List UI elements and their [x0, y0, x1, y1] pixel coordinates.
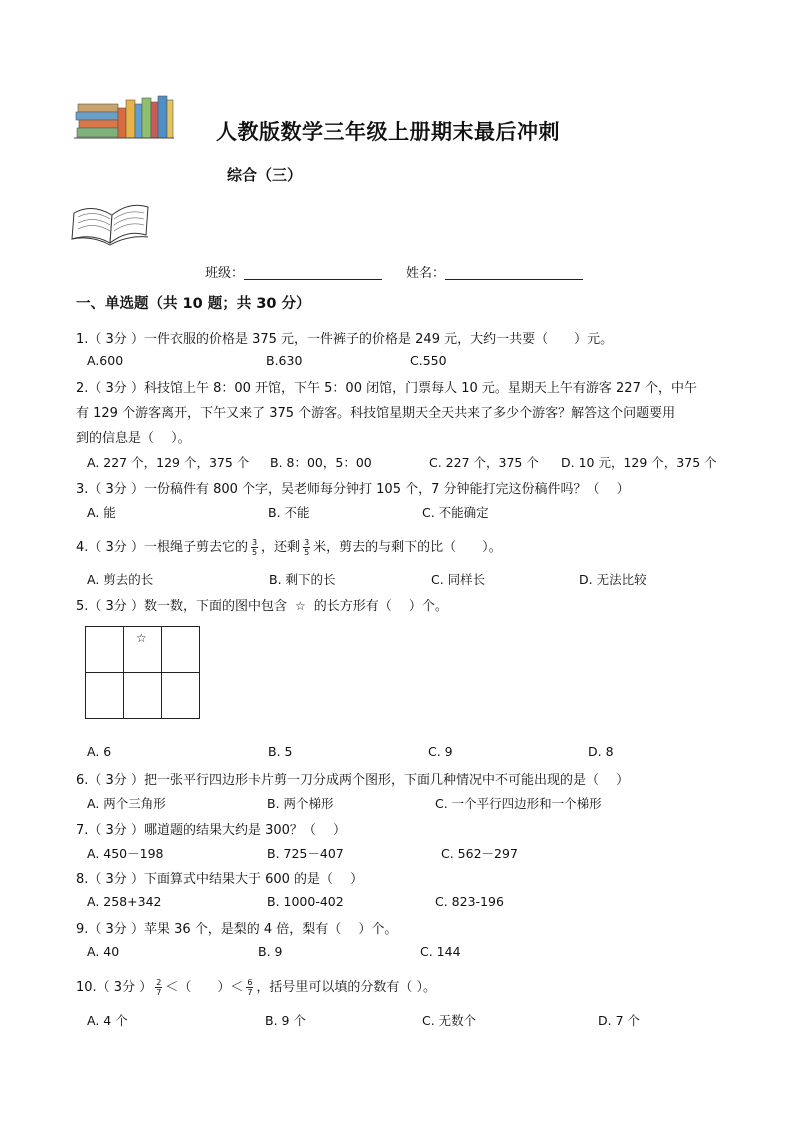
section-heading: 一、单选题（共 10 题；共 30 分）	[76, 296, 311, 312]
q4-fraction-1	[251, 538, 258, 557]
q10-option-d[interactable]: D. 7 个	[598, 1013, 640, 1028]
q2-option-b[interactable]: B. 8：00，5：00	[270, 455, 372, 470]
name-label: 姓名：	[406, 266, 446, 281]
question-2-line1: 2.（ 3分 ）科技馆上午 8：00 开馆，下午 5：00 闭馆，门票每人 10 元。星期天上午有游客 227 个，中午	[76, 381, 697, 396]
q1-option-c[interactable]: C.550	[410, 353, 447, 368]
q5-stem-b: 的长方形有（ ）个。	[313, 599, 448, 614]
question-4	[76, 536, 502, 557]
q2-option-d[interactable]: D. 10 元，129 个，375 个	[561, 455, 717, 470]
q5-option-c[interactable]: C. 9	[428, 744, 453, 759]
q8-option-c[interactable]: C. 823-196	[435, 894, 504, 909]
q10-stem-b: ＜（ ）＜	[165, 980, 244, 995]
class-blank[interactable]	[244, 265, 382, 280]
q4-option-c[interactable]: C. 同样长	[431, 572, 486, 587]
name-blank[interactable]	[445, 265, 583, 280]
q6-option-b[interactable]: B. 两个梯形	[267, 796, 334, 811]
question-10	[76, 976, 436, 997]
q9-option-c[interactable]: C. 144	[420, 944, 461, 959]
q8-option-a[interactable]: A. 258+342	[87, 894, 162, 909]
q10-option-b[interactable]: B. 9 个	[265, 1013, 306, 1028]
rectangle-grid-figure	[85, 626, 200, 719]
q1-option-b[interactable]: B.630	[266, 353, 303, 368]
q10-frac1-denominator: 7	[156, 988, 162, 997]
q4-frac2-numerator: 3	[304, 538, 310, 547]
q4-stem-b: ，还剩	[261, 540, 301, 555]
class-label: 班级：	[205, 266, 245, 281]
q5-option-a[interactable]: A. 6	[87, 744, 112, 759]
q5-option-d[interactable]: D. 8	[588, 744, 614, 759]
q8-option-b[interactable]: B. 1000-402	[267, 894, 344, 909]
q2-option-c[interactable]: C. 227 个，375 个	[429, 455, 539, 470]
q10-option-a[interactable]: A. 4 个	[87, 1013, 128, 1028]
page-title: 人教版数学三年级上册期末最后冲刺	[216, 119, 560, 144]
q3-option-a[interactable]: A. 能	[87, 505, 116, 520]
page-subtitle: 综合（三）	[227, 166, 303, 184]
question-1: 1.（ 3分 ）一件衣服的价格是 375 元，一件裤子的价格是 249 元，大约一共要（ ）元。	[76, 332, 614, 347]
grid-star-icon: ☆	[136, 631, 147, 645]
q7-option-b[interactable]: B. 725－407	[267, 846, 344, 861]
q10-frac1-numerator: 2	[156, 978, 162, 987]
q9-option-a[interactable]: A. 40	[87, 944, 120, 959]
q10-stem-a: 10.（ 3分 ）	[76, 980, 153, 995]
q4-frac1-denominator: 5	[251, 548, 258, 557]
q3-option-b[interactable]: B. 不能	[268, 505, 310, 520]
q10-fraction-1	[155, 978, 162, 997]
q4-fraction-2	[303, 538, 310, 557]
q4-option-d[interactable]: D. 无法比较	[579, 572, 647, 587]
q3-option-c[interactable]: C. 不能确定	[422, 505, 489, 520]
books-illustration	[74, 94, 176, 142]
q4-option-a[interactable]: A. 剪去的长	[87, 572, 154, 587]
question-9: 9.（ 3分 ）苹果 36 个，是梨的 4 倍，梨有（ ）个。	[76, 922, 398, 937]
q7-option-a[interactable]: A. 450－198	[87, 846, 164, 861]
q5-stem-a: 5.（ 3分 ）数一数，下面的图中包含	[76, 599, 287, 614]
q6-option-c[interactable]: C. 一个平行四边形和一个梯形	[435, 796, 602, 811]
question-7: 7.（ 3分 ）哪道题的结果大约是 300？（ ）	[76, 823, 347, 838]
q10-option-c[interactable]: C. 无数个	[422, 1013, 477, 1028]
q1-option-a[interactable]: A.600	[87, 353, 124, 368]
star-icon: ☆	[294, 599, 306, 613]
question-6: 6.（ 3分 ）把一张平行四边形卡片剪一刀分成两个图形，下面几种情况中不可能出现的是（ ）	[76, 773, 630, 788]
q10-stem-c: ，括号里可以填的分数有（ ）。	[256, 980, 437, 995]
q10-fraction-2	[246, 978, 253, 997]
q6-option-a[interactable]: A. 两个三角形	[87, 796, 166, 811]
question-2-line3: 到的信息是（ ）。	[76, 431, 191, 446]
q10-frac2-denominator: 7	[247, 988, 253, 997]
class-field	[205, 262, 382, 281]
open-book-illustration	[70, 193, 152, 251]
question-3: 3.（ 3分 ）一份稿件有 800 个字，吴老师每分钟打 105 个，7 分钟能打完这份稿件吗？（ ）	[76, 482, 630, 497]
q9-option-b[interactable]: B. 9	[258, 944, 283, 959]
q7-option-c[interactable]: C. 562－297	[441, 846, 518, 861]
q4-stem-c: 米，剪去的与剩下的比（ ）。	[313, 540, 502, 555]
q2-option-a[interactable]: A. 227 个，129 个，375 个	[87, 455, 250, 470]
q4-option-b[interactable]: B. 剩下的长	[269, 572, 336, 587]
q4-frac2-denominator: 5	[304, 548, 310, 557]
question-8: 8.（ 3分 ）下面算式中结果大于 600 的是（ ）	[76, 872, 364, 887]
name-field	[406, 262, 583, 281]
q5-option-b[interactable]: B. 5	[268, 744, 293, 759]
q10-frac2-numerator: 6	[247, 978, 253, 987]
q4-stem-a: 4.（ 3分 ）一根绳子剪去它的	[76, 540, 248, 555]
question-5	[76, 595, 448, 614]
q4-frac1-numerator: 3	[251, 538, 258, 547]
question-2-line2: 有 129 个游客离开，下午又来了 375 个游客。科技馆星期天全天共来了多少个游客？解答这个问题要用	[76, 406, 676, 421]
